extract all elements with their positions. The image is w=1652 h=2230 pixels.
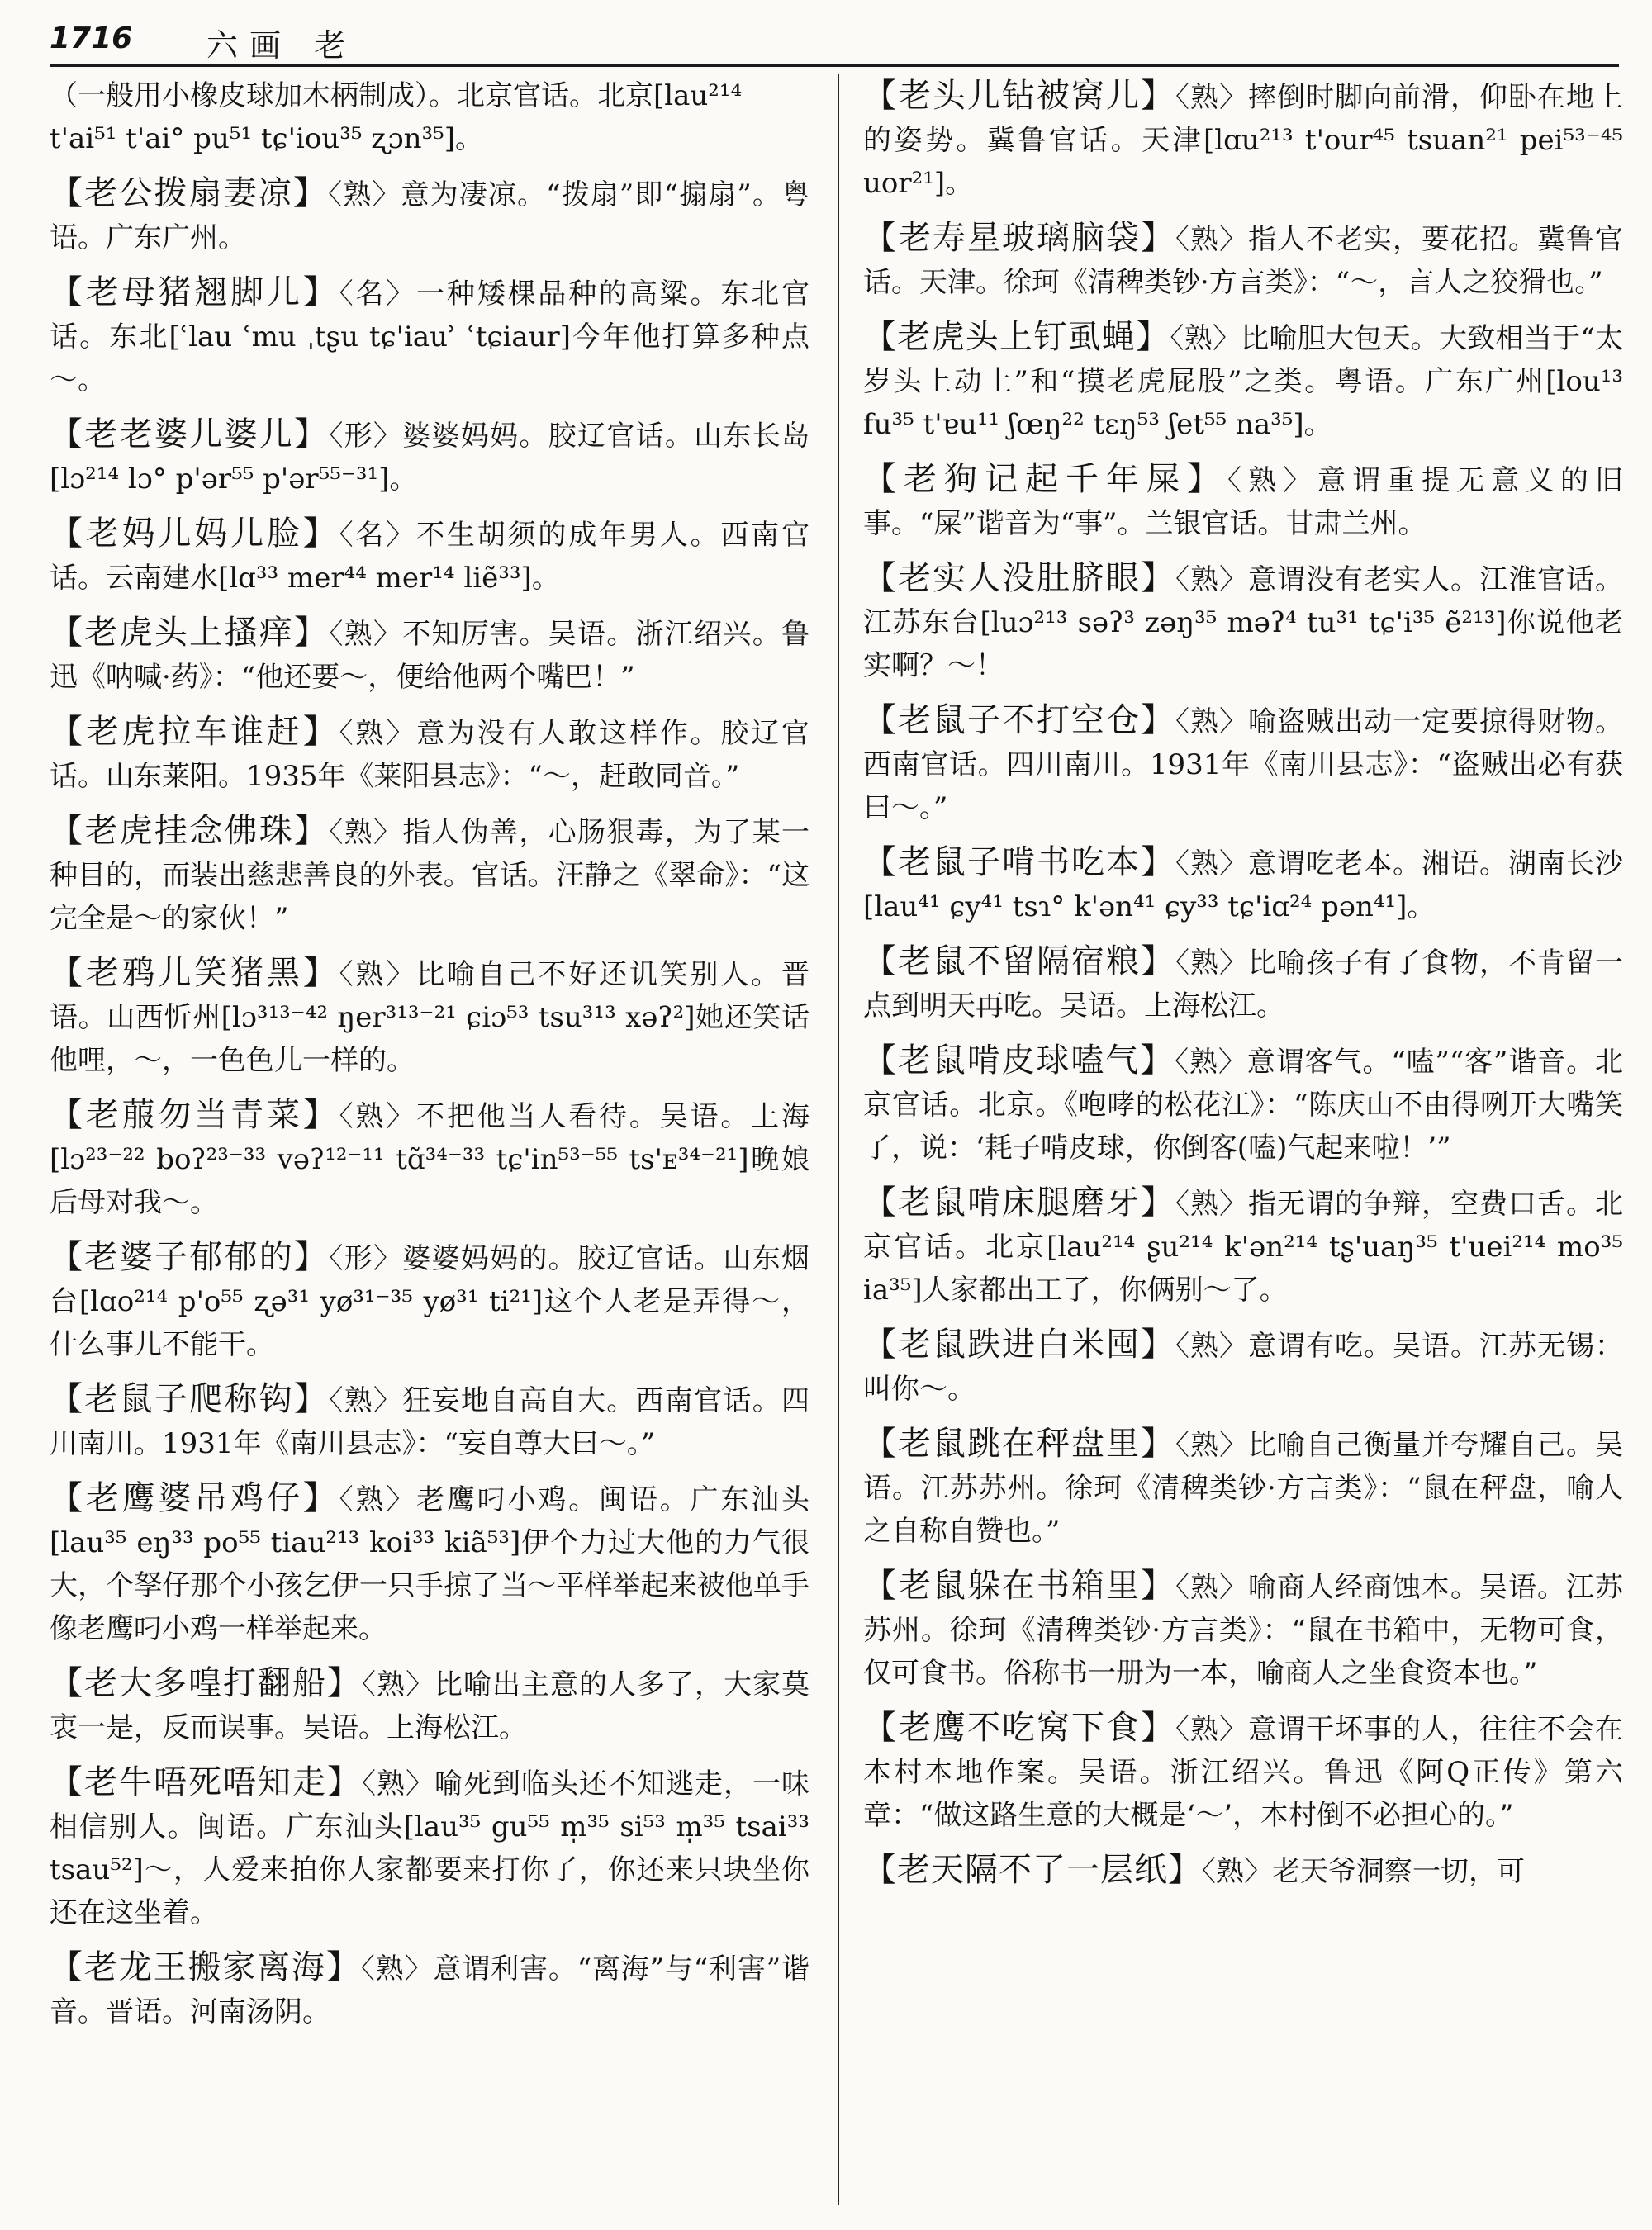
entry-definition: 〈熟〉喻盗贼出动一定要掠得财物。西南官话。四川南川。1931年《南川县志》：“盗贼出必有获曰～。” <box>863 705 1623 824</box>
entry-headword: 【老鼠不留隔宿粮】 <box>863 942 1175 980</box>
entry-headword: 【老龙王搬家离海】 <box>50 1948 361 1986</box>
continued-entry-text: （一般用小橡皮球加木柄制成）。北京官话。北京[lau²¹⁴ t'ai⁵¹ t'ai° pu⁵¹ tɕ'iou³⁵ ʐɔn³⁵]。 <box>50 79 743 155</box>
entry-headword: 【老鼠跳在秤盘里】 <box>863 1425 1175 1463</box>
entry-definition: 〈熟〉意谓没有老实人。江淮官话。江苏东台[luɔ²¹³ səʔ³ zəŋ³⁵ məʔ⁴ tu³¹ tɕ'i³⁵ ẽ²¹³]你说他老实啊？～！ <box>863 563 1623 682</box>
dictionary-entry <box>863 1323 1623 1411</box>
entry-headword: 【老婆子郁郁的】 <box>50 1238 330 1276</box>
dictionary-entry <box>863 841 1623 928</box>
entry-headword: 【老公拨扇妻凉】 <box>50 174 329 212</box>
entry-definition: 〈熟〉老鹰叼小鸡。闽语。广东汕头[lau³⁵ eŋ³³ po⁵⁵ tiau²¹³ koi³³ kiã⁵³]伊个力过大他的力气很大，个孥仔那个小孩乞伊一只手掠了当～平样举起来被他单手像老鹰叼小鸡一样举起来。 <box>50 1483 809 1645</box>
entry-headword: 【老大多喤打翻船】 <box>50 1664 362 1702</box>
entry-headword: 【老鸦儿笑猪黑】 <box>50 954 339 992</box>
entry-definition: 〈形〉婆婆妈妈的。胶辽官话。山东烟台[lɑo²¹⁴ p'o⁵⁵ ʐə³¹ yø³¹⁻³⁵ yø³¹ ti²¹]这个人老是弄得～，什么事儿不能干。 <box>50 1242 810 1361</box>
dictionary-entry <box>50 271 809 401</box>
dictionary-entry <box>863 699 1623 829</box>
dictionary-entry <box>50 1094 809 1224</box>
dictionary-entry <box>50 1236 809 1366</box>
dictionary-entry <box>863 316 1623 446</box>
entry-definition: 〈熟〉意谓利害。“离海”与“利害”谐音。晋语。河南汤阴。 <box>50 1952 809 2028</box>
running-head: 六画 老 <box>206 27 358 64</box>
entry-headword: 【老鼠子不打空仓】 <box>863 701 1175 739</box>
entry-headword: 【老鼠躲在书箱里】 <box>863 1567 1175 1605</box>
entry-headword: 【老狗记起千年屎】 <box>863 460 1227 498</box>
dictionary-entry <box>50 1662 809 1749</box>
entry-definition: 〈熟〉指人伪善，心肠狠毒，为了某一种目的，而装出慈悲善良的外表。官话。汪静之《翠命》：“这完全是～的家伙！” <box>50 816 810 935</box>
entry-headword: 【老寿星玻璃脑袋】 <box>863 219 1175 257</box>
page-number: 1716 <box>50 21 133 55</box>
dictionary-entry <box>50 1761 809 1934</box>
entry-headword: 【老鹰不吃窝下食】 <box>863 1709 1175 1747</box>
page-header <box>50 15 1619 67</box>
entry-definition: 〈熟〉老天爷洞察一切，可 <box>1202 1855 1525 1888</box>
entry-headword: 【老鼠子啃书吃本】 <box>863 843 1175 881</box>
entry-headword: 【老鼠子爬称钩】 <box>50 1380 330 1418</box>
dictionary-entry <box>863 74 1623 205</box>
entry-headword: 【老鼠啃皮球嗑气】 <box>863 1041 1175 1079</box>
entry-definition: 〈熟〉比喻孩子有了食物，不肯留一点到明天再吃。吴语。上海松江。 <box>863 947 1623 1022</box>
entry-definition: 〈熟〉不把他当人看待。吴语。上海[lɔ²³⁻²² boʔ²³⁻³³ vəʔ¹²⁻¹¹ tɑ̃³⁴⁻³³ tɕ'in⁵³⁻⁵⁵ ts'ᴇ³⁴⁻²¹]晚娘后母对我～。 <box>50 1100 809 1219</box>
dictionary-entry <box>863 940 1623 1027</box>
entry-definition: 〈熟〉意谓有吃。吴语。江苏无锡：叫你～。 <box>863 1330 1623 1406</box>
entry-headword: 【老妈儿妈儿脸】 <box>50 515 339 553</box>
entry-definition: 〈名〉不生胡须的成年男人。西南官话。云南建水[lɑ³³ mer⁴⁴ mer¹⁴ liẽ³³]。 <box>50 519 809 595</box>
dictionary-entry <box>863 1039 1623 1170</box>
entry-headword: 【老天隔不了一层纸】 <box>863 1851 1202 1889</box>
entry-definition: 〈熟〉意谓吃老本。湘语。湖南长沙[lau⁴¹ ɕy⁴¹ tsɿ° k'ən⁴¹ ɕy³³ tɕ'iɑ²⁴ pən⁴¹]。 <box>863 847 1623 923</box>
entry-headword: 【老鹰婆吊鸡仔】 <box>50 1479 339 1517</box>
entry-definition: 〈熟〉意谓客气。“嗑”“客”谐音。北京官话。北京。《咆哮的松花江》：“陈庆山不由得咧开大嘴笑了，说：‘耗子啃皮球，你倒客(嗑)气起来啦！’” <box>863 1046 1624 1165</box>
dictionary-entry <box>863 1422 1623 1553</box>
left-column <box>50 74 809 2045</box>
entry-headword: 【老鼠跌进白米囤】 <box>863 1326 1175 1364</box>
dictionary-entry <box>863 1848 1623 1893</box>
entry-definition: 〈熟〉意为没有人敢这样作。胶辽官话。山东莱阳。1935年《莱阳县志》：“～，赶敢同音。” <box>50 717 809 793</box>
entry-headword: 【老虎挂念佛珠】 <box>50 812 330 850</box>
entry-definition: 〈名〉一种矮棵品种的高粱。东北官话。东北[ʿlau ʿmu ˌtʂu tɕ'iauʾ ʿtɕiaur]今年他打算多种点～。 <box>50 278 809 396</box>
entry-definition: 〈熟〉比喻出主意的人多了，大家莫衷一是，反而误事。吴语。上海松江。 <box>50 1668 809 1744</box>
entry-headword: 【老虎头上搔痒】 <box>50 614 330 652</box>
dictionary-entry <box>863 557 1623 687</box>
dictionary-entry <box>50 809 809 940</box>
entry-headword: 【老实人没肚脐眼】 <box>863 559 1175 597</box>
dictionary-entry <box>863 1181 1623 1312</box>
entry-definition: 〈熟〉不知厉害。吴语。浙江绍兴。鲁迅《呐喊·药》：“他还要～，便给他两个嘴巴！” <box>50 618 810 694</box>
entry-definition: 〈熟〉指人不老实，要花招。冀鲁官话。天津。徐珂《清稗类钞·方言类》：“～，言人之狡猾也。” <box>863 223 1623 299</box>
dictionary-entry <box>863 1564 1623 1695</box>
dictionary-entry <box>50 1946 809 2033</box>
dictionary-entry <box>863 458 1623 545</box>
dictionary-entry <box>50 710 809 798</box>
entry-definition: 〈熟〉比喻自己不好还讥笑别人。晋语。山西忻州[lɔ³¹³⁻⁴² ŋer³¹³⁻²¹ ɕiɔ⁵³ tsu³¹³ xəʔ²]她还笑话他哩，～，一色色儿一样的。 <box>50 958 809 1077</box>
entry-definition: 〈熟〉比喻自己衡量并夸耀自己。吴语。江苏苏州。徐珂《清稗类钞·方言类》：“鼠在秤盘，喻人之自称自赞也。” <box>863 1429 1623 1548</box>
entry-definition: 〈熟〉摔倒时脚向前滑，仰卧在地上的姿势。冀鲁官话。天津[lɑu²¹³ t'our⁴⁵ tsuan²¹ pei⁵³⁻⁴⁵ uor²¹]。 <box>863 81 1623 200</box>
left-entry-list <box>50 172 809 2033</box>
dictionary-entry <box>50 1378 809 1465</box>
dictionary-entry <box>50 172 809 259</box>
entry-headword: 【老母猪翘脚儿】 <box>50 273 339 311</box>
entry-headword: 【老菔勿当青菜】 <box>50 1096 339 1134</box>
dictionary-entry <box>863 216 1623 304</box>
column-divider <box>838 74 839 2205</box>
entry-definition: 〈熟〉意谓重提无意义的旧事。“屎”谐音为“事”。兰银官话。甘肃兰州。 <box>863 464 1623 540</box>
entry-headword: 【老虎拉车谁赶】 <box>50 713 339 751</box>
entry-definition: 〈熟〉喻商人经商蚀本。吴语。江苏苏州。徐珂《清稗类钞·方言类》：“鼠在书箱中，无物可食，仅可食书。俗称书一册为一本，喻商人之坐食资本也。” <box>863 1571 1623 1690</box>
entry-definition: 〈熟〉意为凄凉。“拨扇”即“搧扇”。粤语。广东广州。 <box>50 178 810 254</box>
entry-definition: 〈熟〉指无谓的争辩，空费口舌。北京官话。北京[lau²¹⁴ ʂu²¹⁴ k'ən²¹⁴ tʂ'uaŋ³⁵ t'uei²¹⁴ mo³⁵ ia³⁵]人家都出工了，你俩别～了。 <box>863 1188 1623 1307</box>
entry-definition: 〈形〉婆婆妈妈。胶辽官话。山东长岛[lɔ²¹⁴ lɔ° p'ər⁵⁵ p'ər⁵⁵⁻³¹]。 <box>50 420 810 496</box>
dictionary-entry <box>50 951 809 1082</box>
entry-definition: 〈熟〉狂妄地自高自大。西南官话。四川南川。1931年《南川县志》：“妄自尊大曰～。” <box>50 1384 810 1460</box>
entry-headword: 【老头儿钻被窝儿】 <box>863 77 1175 115</box>
right-entry-list <box>863 74 1623 1893</box>
entry-headword: 【老鼠啃床腿磨牙】 <box>863 1184 1175 1222</box>
entry-definition: 〈熟〉比喻胆大包天。大致相当于“太岁头上动土”和“摸老虎屁股”之类。粤语。广东广州[lou¹³ fu³⁵ t'ɐu¹¹ ʃœŋ²² tɛŋ⁵³ ʃet⁵⁵ na³⁵]。 <box>863 322 1624 441</box>
entry-headword: 【老老婆儿婆儿】 <box>50 415 330 453</box>
entry-headword: 【老牛唔死唔知走】 <box>50 1763 362 1801</box>
entry-headword: 【老虎头上钉虱蝇】 <box>863 318 1170 356</box>
dictionary-entry <box>863 1706 1623 1837</box>
dictionary-entry <box>50 512 809 600</box>
dictionary-entry <box>50 1477 809 1650</box>
entry-definition: 〈熟〉喻死到临头还不知逃走，一味相信别人。闽语。广东汕头[lau³⁵ gu⁵⁵ m̩³⁵ si⁵³ m̩³⁵ tsai³³ tsau⁵²]～，人爱来拍你人家都要来打你了，你还来只块坐你还在这坐着。 <box>50 1767 809 1929</box>
dictionary-entry <box>50 611 809 699</box>
right-column <box>863 74 1623 1905</box>
entry-definition: 〈熟〉意谓干坏事的人，往往不会在本村本地作案。吴语。浙江绍兴。鲁迅《阿Q正传》第六章：“做这路生意的大概是‘～’，本村倒不必担心的。” <box>863 1713 1623 1832</box>
dictionary-entry <box>50 413 809 501</box>
